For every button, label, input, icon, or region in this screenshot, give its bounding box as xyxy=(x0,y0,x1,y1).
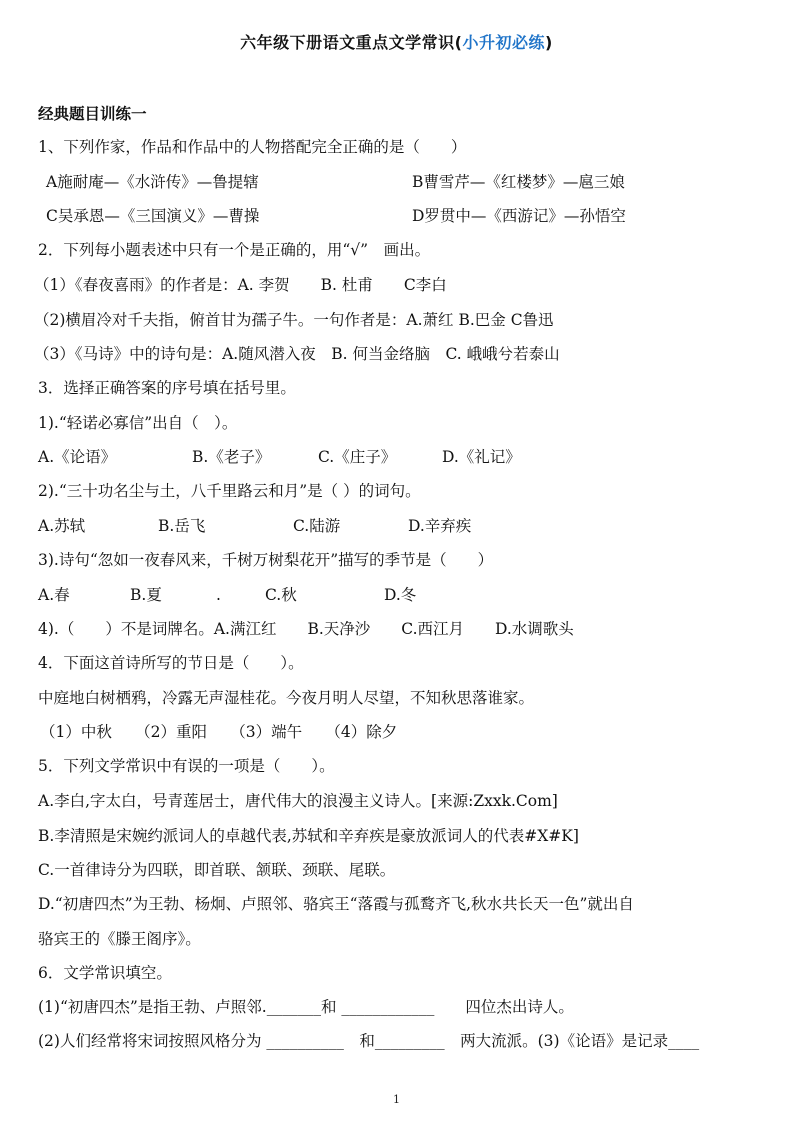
page-title xyxy=(0,30,793,53)
question-4-options: （1）中秋 （2）重阳 （3）端午 （4）除夕 xyxy=(40,723,398,741)
question-5-option-d-cont: 骆宾王的《滕王阁序》。 xyxy=(38,930,201,948)
question-1-option-a: A施耐庵—《水浒传》—鲁提辖 xyxy=(46,173,259,191)
question-3-part-1: 1).“轻诺必寡信”出自（ ）。 xyxy=(38,414,238,432)
question-5-option-b: B.李清照是宋婉约派词人的卓越代表,苏轼和辛弃疾是豪放派词人的代表#X#K] xyxy=(38,827,579,845)
question-6-fill-1: (1)“初唐四杰”是指王勃、卢照邻._______和 ____________ 四位杰出诗人。 xyxy=(38,998,574,1016)
question-2-item-1: （1）《春夜喜雨》的作者是：A. 李贺 B. 杜甫 C李白 xyxy=(34,276,447,294)
question-3-part-3-option: B.夏 xyxy=(130,586,162,604)
question-5-option-c: C.一首律诗分为四联，即首联、颔联、颈联、尾联。 xyxy=(38,861,396,879)
question-2-stem: 2．下列每小题表述中只有一个是正确的，用“√” 画出。 xyxy=(38,241,431,259)
question-4-poem: 中庭地白树栖鸦，冷露无声湿桂花。今夜月明人尽望，不知秋思落谁家。 xyxy=(38,689,535,707)
question-3-part-2-option: C.陆游 xyxy=(293,517,341,535)
question-3-part-2-option: B.岳飞 xyxy=(158,517,206,535)
question-3-part-3-option: D.冬 xyxy=(384,586,417,604)
question-3-part-4: 4).（ ）不是词牌名。A.满江红 B.天净沙 C.西江月 D.水调歌头 xyxy=(38,620,574,638)
question-3-part-1-option: B.《老子》 xyxy=(192,448,271,466)
question-2-item-2: （2)横眉冷对千夫指，俯首甘为孺子牛。一句作者是：A.萧红 B.巴金 C鲁迅 xyxy=(34,311,554,329)
question-3-part-2-option: A.苏轼 xyxy=(38,517,86,535)
question-1-option-b: B曹雪芹—《红楼梦》—扈三娘 xyxy=(412,173,625,191)
question-1-option-c: C吴承恩—《三国演义》—曹操 xyxy=(46,207,260,225)
question-6-stem: 6．文学常识填空。 xyxy=(38,964,172,982)
question-3-part-3-stray-mark: . xyxy=(216,586,221,604)
question-1-stem: 1、下列作家，作品和作品中的人物搭配完全正确的是（ ） xyxy=(38,138,467,156)
question-3-part-1-option: C.《庄子》 xyxy=(318,448,397,466)
question-5-option-a: A.李白,字太白，号青莲居士，唐代伟大的浪漫主义诗人。[来源:Zxxk.Com] xyxy=(38,792,558,810)
title-main: 六年级下册语文重点文学常识( xyxy=(240,33,463,52)
question-3-part-1-option: A.《论语》 xyxy=(38,448,117,466)
question-5-stem: 5．下列文学常识中有误的一项是（ ）。 xyxy=(38,757,335,775)
question-3-part-3-option: A.春 xyxy=(38,586,70,604)
question-3-part-3-option: C.秋 xyxy=(265,586,297,604)
question-3-part-2-option: D.辛弃疾 xyxy=(408,517,472,535)
question-2-item-3: （3）《马诗》中的诗句是：A.随风潜入夜 B. 何当金络脑 C. 峨峨兮若泰山 xyxy=(34,345,560,363)
question-4-stem: 4．下面这首诗所写的节日是（ ）。 xyxy=(38,654,304,672)
question-3-stem: 3．选择正确答案的序号填在括号里。 xyxy=(38,379,296,397)
section-heading: 经典题目训练一 xyxy=(38,105,147,123)
title-highlight: 小升初必练 xyxy=(462,33,546,52)
question-3-part-1-option: D.《礼记》 xyxy=(442,448,521,466)
question-1-option-d: D罗贯中—《西游记》—孙悟空 xyxy=(412,207,626,225)
question-5-option-d: D.“初唐四杰”为王勃、杨炯、卢照邻、骆宾王“落霞与孤鹜齐飞,秋水共长天一色”就出自 xyxy=(38,895,634,913)
question-3-part-3: 3).诗句“忽如一夜春风来，千树万树梨花开”描写的季节是（ ） xyxy=(38,551,494,569)
question-6-fill-2: (2)人们经常将宋词按照风格分为 __________ 和_________ 两大流派。(3)《论语》是记录____ xyxy=(38,1032,700,1050)
page-number: 1 xyxy=(393,1093,400,1106)
question-3-part-2: 2).“三十功名尘与土，八千里路云和月”是（ ）的词句。 xyxy=(38,482,421,500)
title-end: ) xyxy=(545,33,553,52)
